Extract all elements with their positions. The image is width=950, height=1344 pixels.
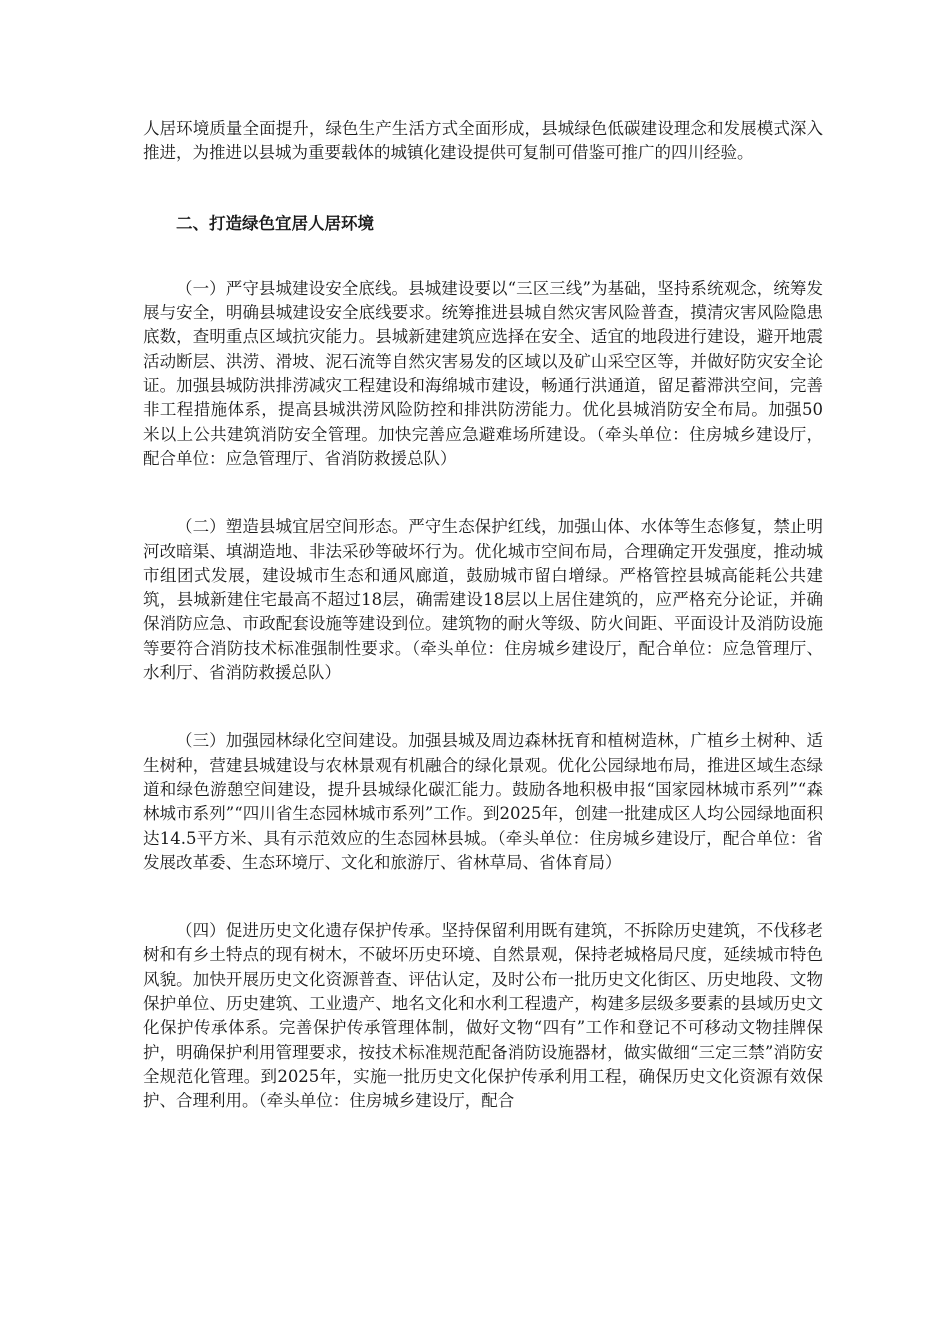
document-page	[143, 117, 823, 1114]
paragraph-green-space: （三）加强园林绿化空间建设。加强县城及周边森林抚育和植树造林，广植乡土树种、适生树种，营建县城建设与农林景观有机融合的绿化景观。优化公园绿地布局，推进区域生态绿道和绿色游憩空间建设，提升县城绿化碳汇能力。鼓励各地积极申报“国家园林城市系列”“森林城市系列”“四川省生态园林城市系列”工作。到2025年，创建一批建成区人均公园绿地面积达14.5平方米、具有示范效应的生态园林县城。（牵头单位：住房城乡建设厅，配合单位：省发展改革委、生态环境厅、文化和旅游厅、省林草局、省体育局）	[143, 731, 823, 872]
section-heading: 二、打造绿色宜居人居环境	[176, 213, 374, 233]
paragraph-safety-baseline: （一）严守县城建设安全底线。县城建设要以“三区三线”为基础，坚持系统观念，统筹发展与安全，明确县城建设安全底线要求。统筹推进县城自然灾害风险普查，摸清灾害风险隐患底数，查明重点区域抗灾能力。县城新建建筑应选择在安全、适宜的地段进行建设，避开地震活动断层、洪涝、滑坡、泥石流等自然灾害易发的区域以及矿山采空区等，并做好防灾安全论证。加强县城防洪排涝减灾工程建设和海绵城市建设，畅通行洪通道，留足蓄滞洪空间，完善非工程措施体系，提高县城洪涝风险防控和排洪防涝能力。优化县城消防安全布局。加强50米以上公共建筑消防安全管理。加快完善应急避难场所建设。（牵头单位：住房城乡建设厅，配合单位：应急管理厅、省消防救援总队）	[143, 278, 823, 468]
intro-paragraph: 人居环境质量全面提升，绿色生产生活方式全面形成，县城绿色低碳建设理念和发展模式深入推进，为推进以县城为重要载体的城镇化建设提供可复制可借鉴可推广的四川经验。	[143, 119, 823, 163]
paragraph-livable-space: （二）塑造县城宜居空间形态。严守生态保护红线，加强山体、水体等生态修复，禁止明河改暗渠、填湖造地、非法采砂等破坏行为。优化城市空间布局，合理确定开发强度，推动城市组团式发展，建设城市生态和通风廊道，鼓励城市留白增绿。严格管控县城高能耗公共建筑，县城新建住宅最高不超过18层，确需建设18层以上居住建筑的，应严格充分论证，并确保消防应急、市政配套设施等建设到位。建筑物的耐火等级、防火间距、平面设计及消防设施等要符合消防技术标准强制性要求。（牵头单位：住房城乡建设厅，配合单位：应急管理厅、水利厅、省消防救援总队）	[143, 517, 823, 683]
paragraph-heritage-protection: （四）促进历史文化遗存保护传承。坚持保留利用既有建筑，不拆除历史建筑，不伐移老树和有乡土特点的现有树木，不破坏历史环境、自然景观，保持老城格局尺度，延续城市特色风貌。加快开展历史文化资源普查、评估认定，及时公布一批历史文化街区、历史地段、文物保护单位、历史建筑、工业遗产、地名文化和水利工程遗产，构建多层级多要素的县域历史文化保护传承体系。完善保护传承管理体制，做好文物“四有”工作和登记不可移动文物挂牌保护，明确保护利用管理要求，按技术标准规范配备消防设施器材，做实做细“三定三禁”消防安全规范化管理。到2025年，实施一批历史文化保护传承利用工程，确保历史文化资源有效保护、合理利用。（牵头单位：住房城乡建设厅，配合	[143, 921, 823, 1111]
